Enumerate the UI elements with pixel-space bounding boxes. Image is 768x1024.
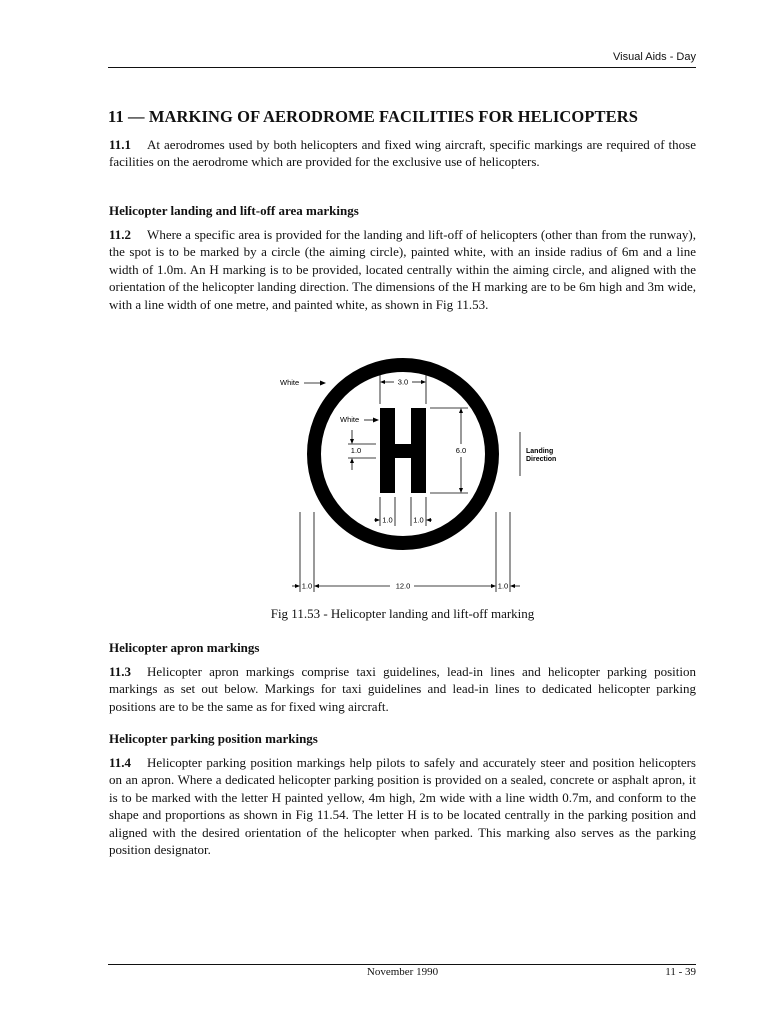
paragraph-text: Where a specific area is provided for the landing and lift-off of helicopters (other than from the runway), the spot is to be marked by a circle (the aiming circle), painted white, with an inside radius of 6m and a line width of 1.0m. An H marking is to be provided, located centrally within the aiming circle, and aligned with the orientation of the helicopter landing direction. The dimensions of the H marking are to be 6m high and 3m wide, with a line width of one metre, and painted white, as shown in Fig 11.53.	[109, 227, 696, 312]
arrow-head	[375, 518, 380, 522]
paragraph-text: At aerodromes used by both helicopters and fixed wing aircraft, specific markings are required of those facilities on the aerodrome which are provided for the exclusive use of helicopters.	[109, 137, 696, 170]
paragraph-11-4	[109, 754, 696, 858]
subheading-landing-markings: Helicopter landing and lift-off area markings	[109, 203, 359, 218]
h-marking	[380, 408, 426, 493]
arrow-head	[295, 584, 300, 588]
section-title: 11 — MARKING OF AERODROME FACILITIES FOR HELICOPTERS	[108, 107, 639, 126]
subheading-apron-markings: Helicopter apron markings	[109, 640, 260, 655]
header-rule	[108, 67, 696, 68]
arrow-head	[350, 458, 354, 463]
footer-date: November 1990	[366, 966, 439, 978]
dim-label-leg-right: 1.0	[413, 515, 424, 525]
paragraph-number: 11.4	[109, 755, 132, 770]
subheading-parking-markings: Helicopter parking position markings	[109, 731, 318, 746]
arrow-head	[510, 584, 515, 588]
label-white-h: White	[340, 415, 360, 424]
arrow-head	[459, 488, 463, 493]
label-white-circle: White	[280, 378, 300, 387]
arrow-head	[459, 408, 463, 413]
label-direction: Direction	[526, 456, 557, 463]
arrow-head	[426, 518, 431, 522]
dim-label-ring-right: 1.0	[497, 581, 509, 591]
dim-label-ring-left: 1.0	[301, 581, 313, 591]
footer-rule	[108, 964, 696, 965]
label-landing: Landing	[526, 448, 554, 455]
dim-label-bar: 1.0	[350, 446, 362, 455]
helipad-marking-figure	[272, 352, 572, 597]
paragraph-11-1	[109, 136, 696, 171]
page-number: 11 - 39	[665, 966, 696, 978]
paragraph-number: 11.3	[109, 664, 132, 679]
dimension-overall	[292, 512, 520, 592]
arrow-head	[491, 584, 496, 588]
arrow-head	[373, 418, 379, 423]
dim-label-leg-left: 1.0	[382, 515, 393, 525]
paragraph-text: Helicopter parking position markings help pilots to safely and accurately steer and position helicopters on an apron. Where a dedicated helicopter parking position is provided on a sealed, concrete or asphalt apron, it is to be marked with the letter H painted yellow, 4m high, 2m wide with a line width 0.7m, and conform to the shape and proportions as shown in Fig 11.54. The letter H is to be located centrally in the parking position and aligned with the desired orientation of the helicopter when parked. This marking also serves as the parking position designator.	[109, 755, 696, 858]
arrow-head	[421, 380, 426, 384]
paragraph-11-3	[109, 663, 696, 715]
paragraph-number: 11.1	[109, 137, 132, 152]
arrow-head	[380, 380, 385, 384]
paragraph-text: Helicopter apron markings comprise taxi guidelines, lead-in lines and helicopter parking position markings as set out below. Markings for taxi guidelines and lead-in lines to dedicated helicopter parking positions are to be the same as for fixed wing aircraft.	[109, 664, 696, 714]
dim-label-width: 3.0	[397, 377, 409, 387]
arrow-head	[350, 439, 354, 444]
paragraph-11-2	[109, 226, 696, 313]
running-header: Visual Aids - Day	[613, 51, 696, 63]
figure-caption: Fig 11.53 - Helicopter landing and lift-off marking	[270, 606, 535, 621]
paragraph-number: 11.2	[109, 227, 132, 242]
dim-label-height: 6.0	[455, 446, 467, 455]
dim-label-diameter: 12.0	[395, 581, 411, 591]
arrow-head	[314, 584, 319, 588]
arrow-head	[320, 381, 326, 386]
